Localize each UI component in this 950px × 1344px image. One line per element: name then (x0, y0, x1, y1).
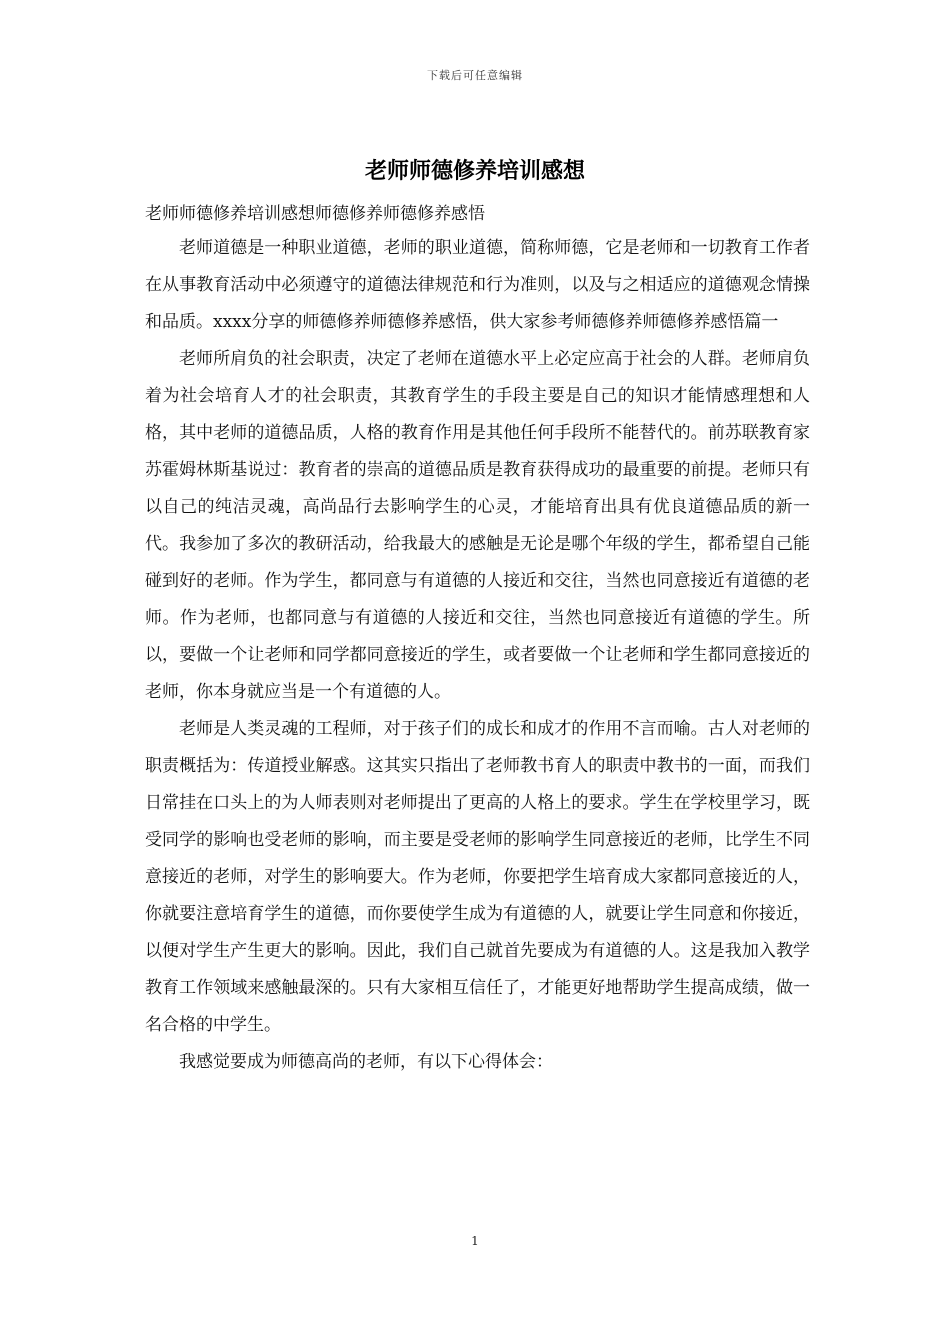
document-body (145, 199, 810, 1081)
paragraph-2: 老师所肩负的社会职责，决定了老师在道德水平上必定应高于社会的人群。老师肩负着为社会培育人才的社会职责，其教育学生的手段主要是自己的知识才能情感理想和人格，其中老师的道德品质，人格的教育作用是其他任何手段所不能替代的。前苏联教育家苏霍姆林斯基说过：教育者的崇高的道德品质是教育获得成功的最重要的前提。老师只有以自己的纯洁灵魂，高尚品行去影响学生的心灵，才能培育出具有优良道德品质的新一代。我参加了多次的教研活动，给我最大的感触是无论是哪个年级的学生，都希望自己能碰到好的老师。作为学生，都同意与有道德的人接近和交往，当然也同意接近有道德的老师。作为老师，也都同意与有道德的人接近和交往，当然也同意接近有道德的学生。所以，要做一个让老师和同学都同意接近的学生，或者要做一个让老师和学生都同意接近的老师，你本身就应当是一个有道德的人。 (145, 349, 810, 702)
page-header-note: 下载后可任意编辑 (427, 69, 523, 82)
document-subtitle: 老师师德修养培训感想师德修养师德修养感悟 (145, 204, 485, 224)
document-title: 老师师德修养培训感想 (364, 158, 585, 184)
paragraph-1: 老师道德是一种职业道德，老师的职业道德，简称师德，它是老师和一切教育工作者在从事教育活动中必须遵守的道德法律规范和行为准则，以及与之相适应的道德观念情操和品质。xxxx分享的师德修养师德修养感悟，供大家参考师德修养师德修养感悟篇一 (145, 238, 810, 332)
paragraph-4: 我感觉要成为师德高尚的老师，有以下心得体会： (179, 1052, 553, 1072)
paragraph-3: 老师是人类灵魂的工程师，对于孩子们的成长和成才的作用不言而喻。古人对老师的职责概括为：传道授业解惑。这其实只指出了老师教书育人的职责中教书的一面，而我们日常挂在口头上的为人师表则对老师提出了更高的人格上的要求。学生在学校里学习，既受同学的影响也受老师的影响，而主要是受老师的影响学生同意接近的老师，比学生不同意接近的老师，对学生的影响要大。作为老师，你要把学生培育成大家都同意接近的人，你就要注意培育学生的道德，而你要使学生成为有道德的人，就要让学生同意和你接近，以便对学生产生更大的影响。因此，我们自己就首先要成为有道德的人。这是我加入教学教育工作领域来感触最深的。只有大家相互信任了，才能更好地帮助学生提高成绩，做一名合格的中学生。 (145, 719, 810, 1035)
page-number: 1 (471, 1234, 479, 1248)
